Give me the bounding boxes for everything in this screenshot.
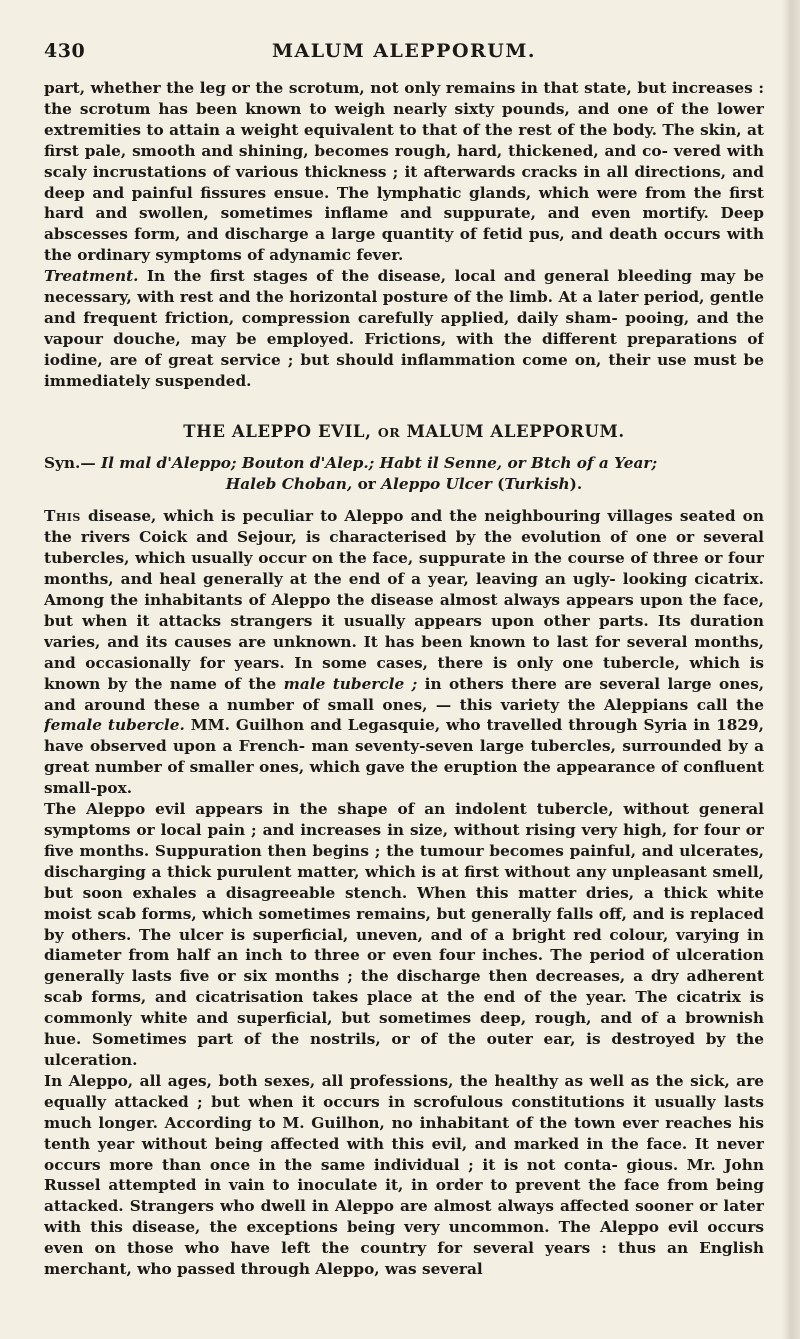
paragraph-incidence: In Aleppo, all ages, both sexes, all professions, the healthy as well as the sick, are equally attacked ; but when it occurs in scrofulous constitutions it usually lasts much longer. According to M. Guilhon, no inhabitant of the town ever reaches his tenth year without being affected with this evil, and marked in the face. It never occurs more than once in the same individual ; it is not conta- gious. Mr. John Russel attempted in vain to inoculate it, in order to prevent the face from being attacked. Strangers who dwell in Aleppo are almost always affected sooner or later with this disease, the exceptions being very uncommon. The Aleppo evil occurs even on those who have left the country for several years : thus an English merchant, who passed through Aleppo, was several	[44, 1071, 764, 1279]
treatment-text: In the first stages of the disease, local and general bleeding may be necessary, with rest and the horizontal posture of the limb. At a later period, gentle and frequent friction, compression carefully applied, daily sham- pooing, and the vapour douche, may be employed. Frictions, with the different preparations of iodine, are of great service ; but should inflammation come on, their use must be immediately suspended.	[44, 267, 764, 390]
synonym-paren-close: ).	[569, 474, 583, 493]
paragraph-course-of-disease: The Aleppo evil appears in the shape of an indolent tubercle, without general symptoms or local pain ; and increases in size, without rising very high, for four or five months. Suppuration then begins ; the tumour becomes painful, and ulcerates, discharging a thick purulent matter, which is at first without any unpleasant smell, but soon exhales a disagreeable stench. When this matter dries, a thick white moist scab forms, which sometimes remains, but generally falls off, and is replaced by others. The ulcer is superficial, uneven, and of a bright red colour, varying in diameter from half an inch to three or even four inches. The period of ulceration generally lasts five or six months ; the discharge then decreases, a dry adherent scab forms, and cicatrisation takes place at the end of the year. The cicatrix is commonly white and superficial, but sometimes deep, rough, and of a brownish hue. Sometimes part of the nostrils, or of the outer ear, is destroyed by the ulceration.	[44, 800, 764, 1069]
page-number: 430	[44, 40, 86, 62]
book-page	[44, 40, 764, 1330]
paragraph-treatment	[44, 266, 764, 391]
male-tubercle: male tubercle ;	[283, 674, 418, 693]
female-tubercle: female tubercle.	[44, 716, 185, 735]
treatment-label: Treatment.	[44, 267, 139, 286]
p1-part-a: disease, which is peculiar to Aleppo and the neighbouring villages seated on the rivers Coick and Sejour, is characterised by the evolution of one or several tubercles, which usually occur on the face, suppurate in the course of three or four months, and heal generally at the end of a year, leaving an ugly- looking cicatrix. Among the inhabitants of Aleppo the disease almost always appears upon the face, but when it attacks strangers it usually appears upon other parts. Its duration varies, and its causes are unknown. It has been known to last for several months, and occasionally for years. In some cases, there is only one tubercle, which is known by the name of the	[44, 507, 764, 693]
section-heading	[44, 422, 764, 441]
heading-or: OR	[377, 424, 401, 440]
synonym-or: or	[357, 474, 376, 493]
p1-part-c: MM. Guilhon and Legasquie, who travelled through Syria in 1829, have observed upon a French- man seventy-seven large tubercles, surrounded by a great number of smaller ones, which gave the eruption the appearance of confluent small-pox.	[44, 716, 764, 798]
paragraph-disease-description	[44, 506, 764, 799]
first-word: This	[44, 507, 81, 526]
synonym-haleb-choban: Haleb Choban,	[225, 474, 353, 493]
paragraph-elephantiasis-symptoms: part, whether the leg or the scrotum, not only remains in that state, but increases : the scrotum has been known to weigh nearly sixty pounds, and one of the lower extremities to attain a weight equivalent to that of the rest of the body. The skin, at first pale, smooth and shining, becomes rough, hard, thickened, and co- vered with scaly incrustations of various thickness ; it afterwards cracks in all directions, and deep and painful fissures ensue. The lymphatic glands, which were from the first hard and swollen, sometimes inflame and suppurate, and even mortify. Deep abscesses form, and discharge a large quantity of fetid pus, and death occurs with the ordinary symptoms of adynamic fever.	[44, 79, 764, 265]
heading-tail: MALUM ALEPPORUM.	[406, 421, 625, 441]
running-title: MALUM ALEPPORUM.	[271, 40, 537, 62]
page-header	[44, 40, 764, 70]
synonyms-line-2	[44, 474, 764, 495]
synonym-paren-open: (	[497, 474, 505, 493]
synonyms-line-1: Il mal d'Aleppo; Bouton d'Alep.; Habt il Senne, or Btch of a Year;	[101, 453, 658, 472]
page-edge-shadow	[782, 0, 800, 1339]
synonyms-block	[44, 453, 764, 495]
synonym-turkish: Turkish	[504, 474, 570, 493]
heading-main: THE ALEPPO EVIL,	[183, 421, 372, 441]
synonym-aleppo-ulcer: Aleppo Ulcer	[381, 474, 492, 493]
synonyms-label: Syn.—	[44, 453, 96, 472]
p1-part-b: in others there are several large ones, and around these a number of small ones, — this variety the Aleppians call the	[44, 674, 764, 714]
